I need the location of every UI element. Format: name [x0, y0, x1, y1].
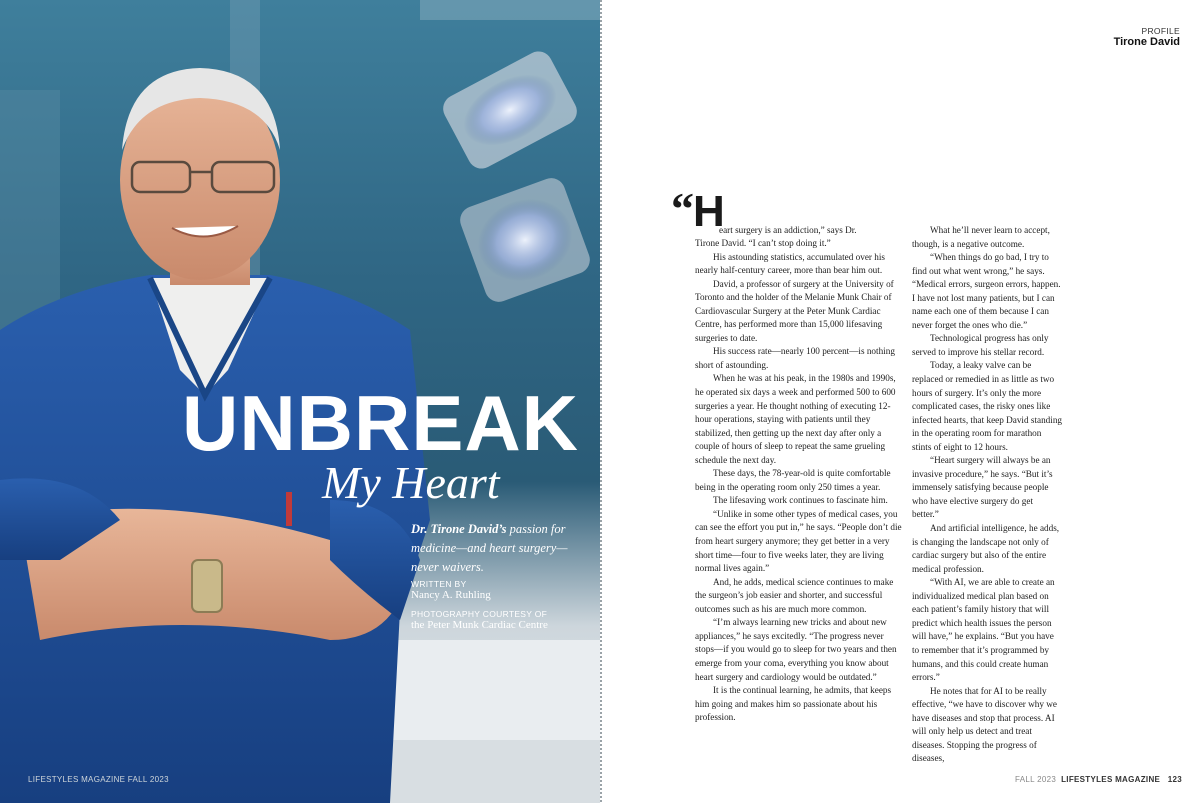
paragraph: David, a professor of surgery at the University of Toronto and the holder of the Melanie Munk Chair of Cardiovascular Surgery at the Peter Munk Cardiac Centre, has performed more than 15,000 lifesaving surgeries to date. — [695, 278, 894, 343]
quote-mark: “ — [671, 183, 694, 234]
paragraph: And, he adds, medical science continues to make the surgeon’s job easier and shorter, and successful outcomes such as his are much more common. — [695, 576, 894, 614]
paragraph: And artificial intelligence, he adds, is changing the landscape not only of cardiac surgery but also of the entire medical profession. — [912, 523, 1060, 574]
paragraph: “With AI, we are able to create an individualized medical plan based on each patient’s family history that will predict which health issues the person will have,” he explains. “But you have to remember that it’s programmed by humans, and this could create human errors.” — [912, 577, 1055, 683]
author-name: Nancy A. Ruhling — [411, 589, 491, 601]
section-subject: Tirone David — [1113, 36, 1180, 49]
headline-unbreak: UNBREAK — [182, 379, 579, 467]
paragraph: When he was at his peak, in the 1980s and 1990s, he operated six days a week and performed 500 to 600 surgeries a year. He thought nothing of executing 12-hour operations, staying with patients until they stabilized, then getting up the next day after only a couple of hours of sleep to repeat the same grueling schedule the next day. — [695, 373, 896, 465]
opening-dropcap — [671, 183, 725, 238]
section-header — [1114, 27, 1180, 50]
paragraph: His success rate—nearly 100 percent—is nothing short of astounding. — [695, 346, 895, 370]
deck-text: passion for medicine—and heart surgery—never waivers. — [411, 522, 568, 574]
opening-line: eart surgery is an addiction,” says Dr. — [719, 225, 857, 235]
paragraph: “When things do go bad, I try to find out what went wrong,” he says. “Medical errors, surgeon errors, happen. I have not lost many patients, but I can name each one of them because I can never forget the ones who die.” — [912, 252, 1061, 330]
body-column-2 — [912, 224, 1062, 766]
article-deck — [411, 520, 581, 576]
left-folio: LIFESTYLES MAGAZINE FALL 2023 — [28, 775, 169, 784]
paragraph: Technological progress has only served to improve his stellar record. — [912, 333, 1049, 357]
paragraph: “Unlike in some other types of medical cases, you can see the effort you put in,” he says. “People don’t die from heart surgery anymore; they get better in a very short time—four to five weeks later, they are living normal lives again.” — [695, 508, 902, 574]
paragraph: Tirone David. “I can’t stop doing it.” — [695, 238, 831, 248]
deck-name: Dr. Tirone David’s — [411, 522, 507, 536]
photo-credit-label: PHOTOGRAPHY COURTESY OF — [411, 609, 548, 619]
paragraph: His astounding statistics, accumulated over his nearly half-century career, more than bear him out. — [695, 251, 885, 276]
section-label: PROFILE — [1141, 26, 1180, 36]
paragraph: “Heart surgery will always be an invasive procedure,” he says. “But it’s immensely satisfying because people who have elective surgery do get better.” — [912, 455, 1053, 520]
right-page — [602, 0, 1200, 803]
photo-credit-source: the Peter Munk Cardiac Centre — [411, 619, 548, 631]
body-column-1 — [695, 237, 903, 725]
paragraph: What he’ll never learn to accept, though, is a negative outcome. — [912, 225, 1050, 249]
paragraph: He notes that for AI to be really effective, “we have to discover why we have diseases and stop that process. AI will only help us detect and treat diseases. Stopping the progress of diseases, — [912, 685, 1057, 764]
paragraph: These days, the 78-year-old is quite comfortable being in the operating room only 250 times a year. — [695, 468, 891, 492]
folio-season: FALL 2023 — [1014, 775, 1057, 784]
right-folio — [1015, 775, 1182, 784]
paragraph: “I’m always learning new tricks and about new appliances,” he says excitedly. “The progress never stops—if you would go to sleep for two years and then emerge from your coma, everything you know about heart surgery and cardiology would be outdated.” — [695, 617, 897, 682]
paragraph: The lifesaving work continues to fascinate him. — [713, 495, 888, 506]
paragraph: It is the continual learning, he admits, that keeps him going and makes him so passionate about his profession. — [695, 685, 892, 723]
page-number: 123 — [1167, 775, 1182, 784]
written-by-label: WRITTEN BY — [411, 579, 467, 589]
paragraph: Today, a leaky valve can be replaced or remedied in as little as two hours of surgery. It’s only the more complicated cases, the risky ones like infected hearts, that keep David standing in the operating room for marathon stints of eight to 12 hours. — [912, 360, 1063, 452]
headline-my-heart: My Heart — [322, 457, 500, 508]
folio-magazine: LIFESTYLES MAGAZINE — [1061, 775, 1161, 784]
dropcap-letter: H — [693, 187, 725, 236]
